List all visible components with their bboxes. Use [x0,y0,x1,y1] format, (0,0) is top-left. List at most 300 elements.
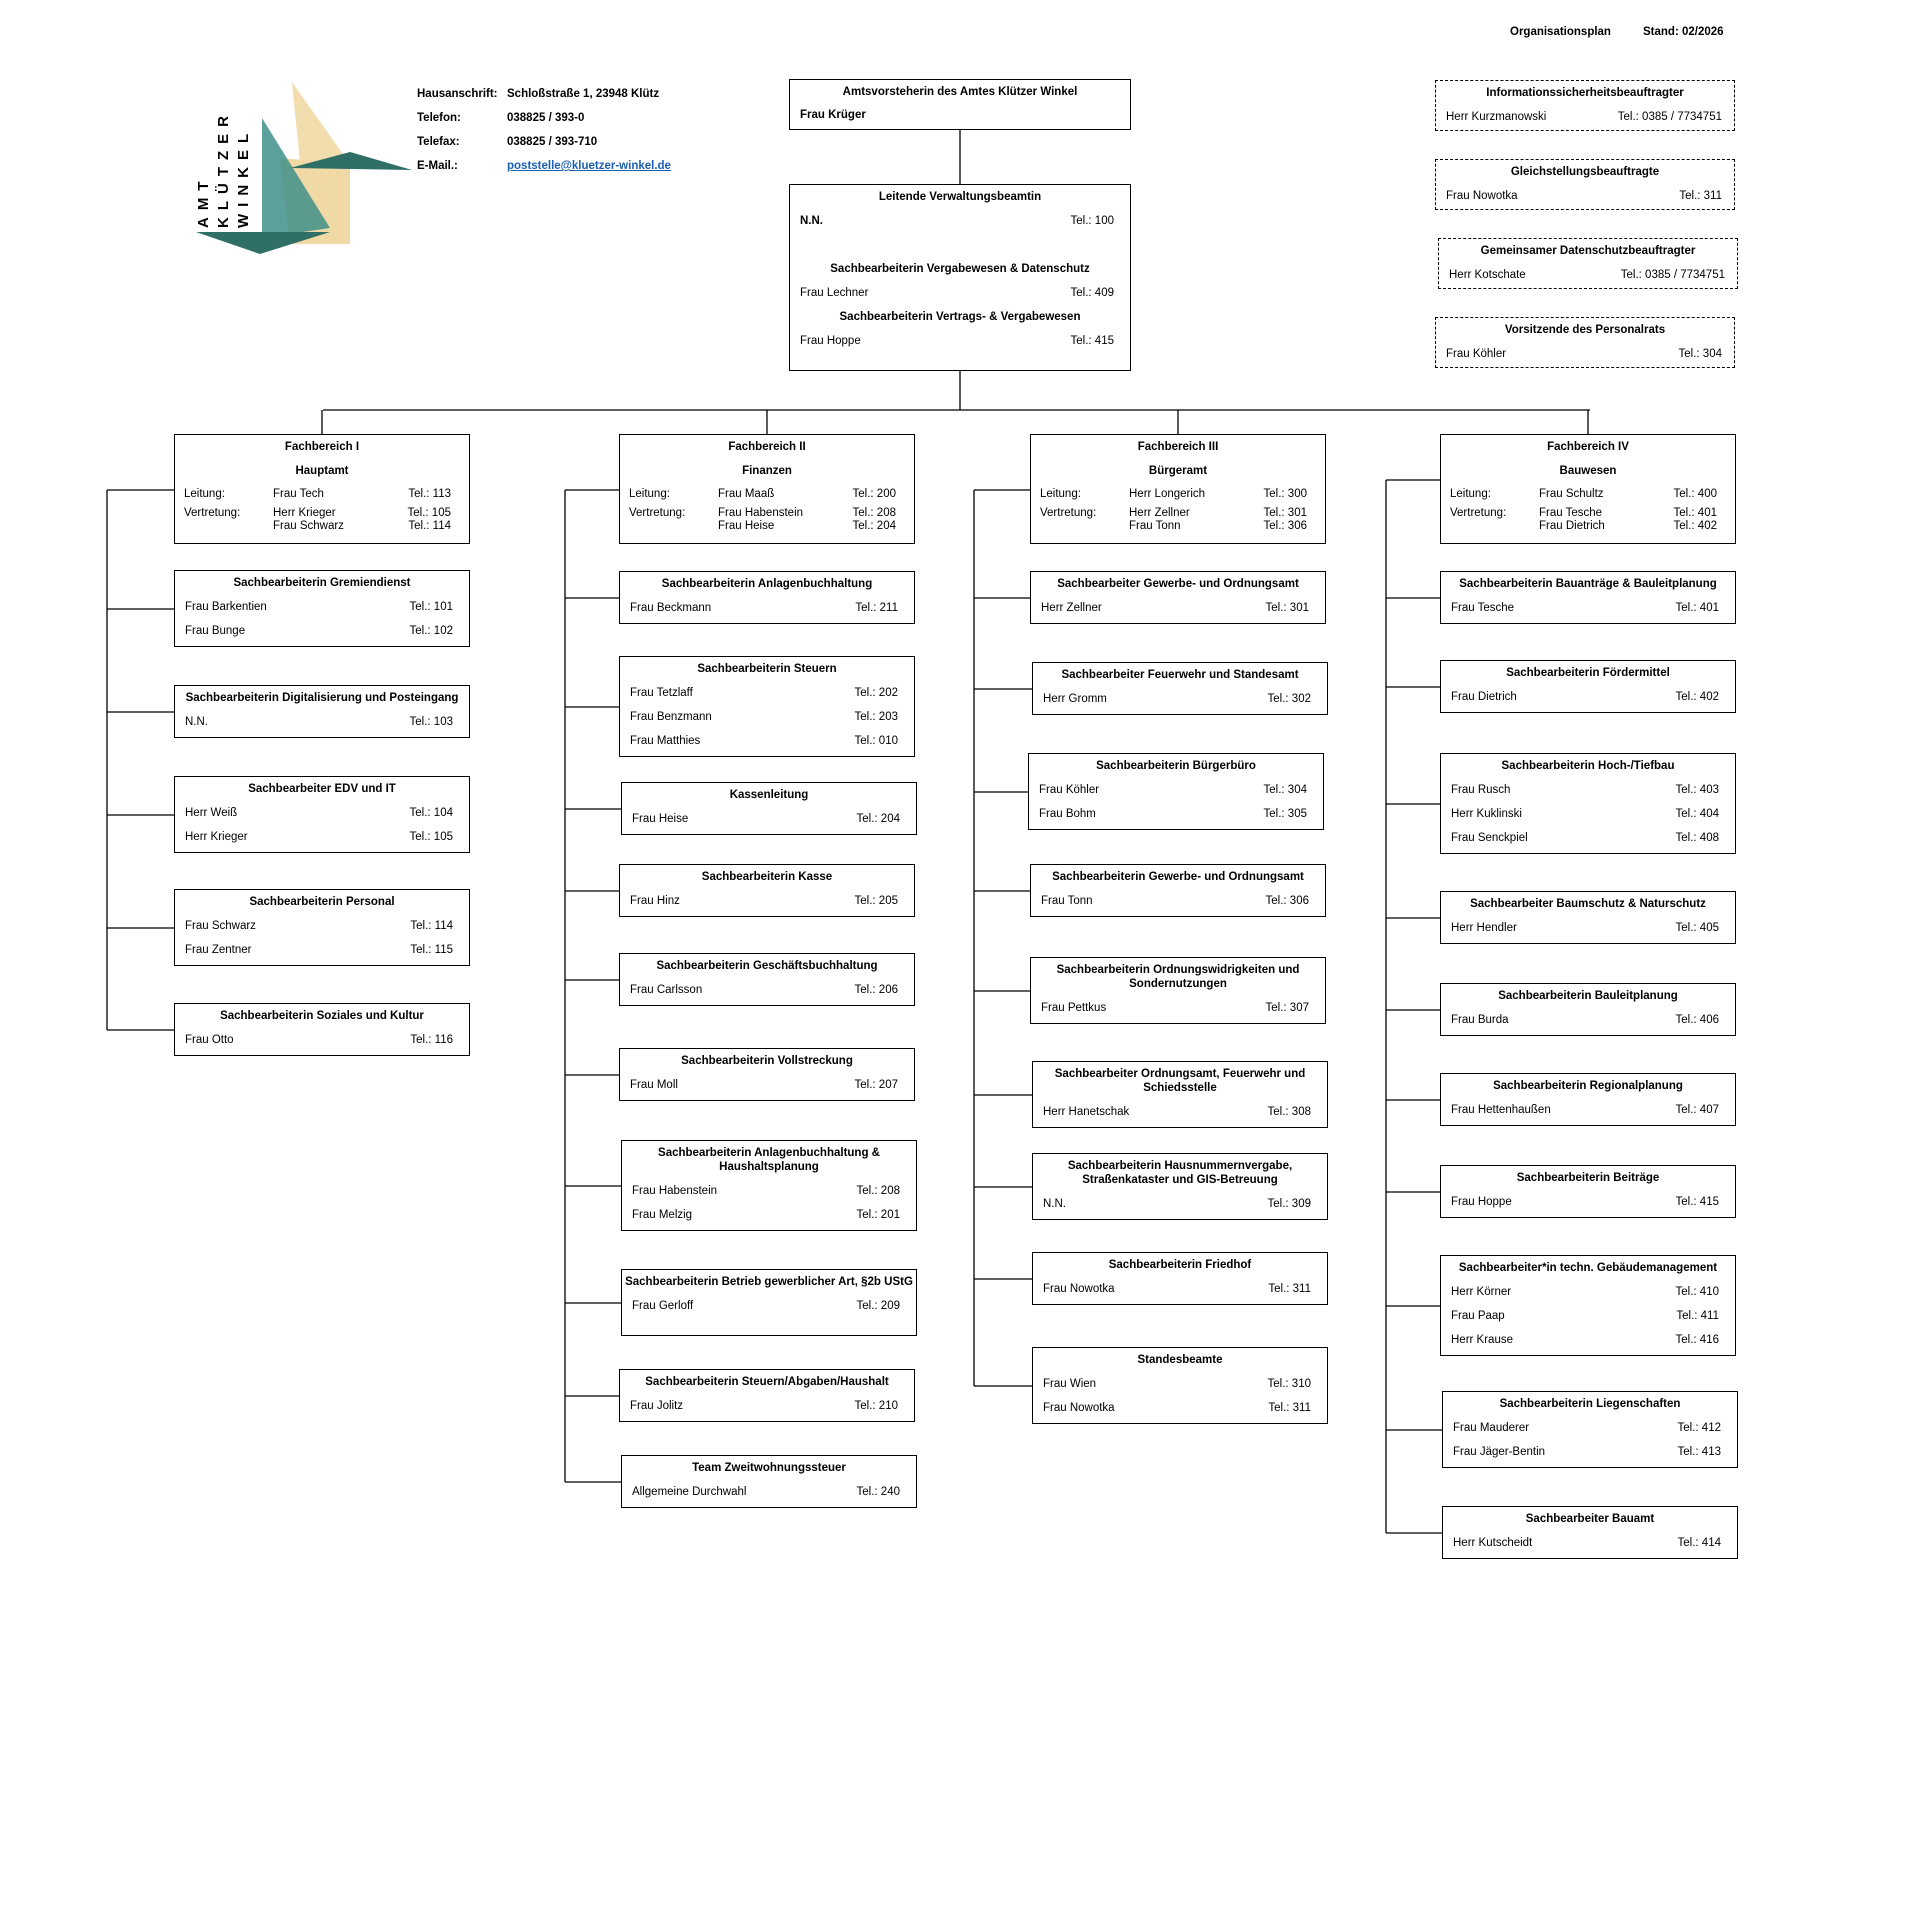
unit-box [619,656,915,757]
unit-title: Sachbearbeiterin Hoch-/Tiefbau [1501,760,1675,772]
person-row [620,894,914,908]
department-title: Fachbereich IV [1547,441,1629,453]
lead-tel: Tel.: 300 [1263,488,1307,500]
email-link-wrap [507,160,671,172]
person-name: Herr Körner [1451,1286,1512,1298]
staff-title: Informationssicherheitsbeauftragter [1486,87,1684,99]
person-row [622,1184,916,1198]
unit-box [1440,1165,1736,1218]
deputy-label: Vertretung: [184,507,241,519]
admin-box [789,184,1131,371]
address-label: E-Mail.: [417,160,458,172]
person-tel: Tel.: 402 [1675,691,1719,703]
unit-title: Sachbearbeiterin Anlagenbuchhaltung & Haushaltsplanung [658,1147,880,1173]
deputy1-tel: Tel.: 105 [407,507,451,519]
person-name: N.N. [1043,1198,1066,1210]
unit-box [174,776,470,853]
person-tel: Tel.: 416 [1675,1334,1719,1346]
admin-row [790,214,1130,228]
person-name: Frau Carlsson [630,984,703,996]
person-name: Frau Tesche [1451,602,1515,614]
address-label: Telefon: [417,112,461,124]
person-tel: Tel.: 406 [1675,1014,1719,1026]
unit-box [1030,957,1326,1024]
staff-name: Frau Nowotka [1446,190,1518,202]
admin-name: N.N. [800,215,823,227]
person-row [175,715,469,729]
admin-tel: Tel.: 100 [1070,215,1114,227]
person-tel: Tel.: 401 [1675,602,1719,614]
unit-title: Sachbearbeiterin Bürgerbüro [1096,760,1256,772]
department-title: Fachbereich II [728,441,806,453]
person-name: Frau Köhler [1039,784,1100,796]
person-tel: Tel.: 240 [856,1486,900,1498]
person-name: Frau Schwarz [185,920,256,932]
person-tel: Tel.: 301 [1265,602,1309,614]
admin-sub1-title: Sachbearbeiterin Vergabewesen & Datenschutz [830,263,1090,275]
department-box [1440,434,1736,544]
deputy1-tel: Tel.: 401 [1673,507,1717,519]
unit-title: Sachbearbeiterin Bauanträge & Bauleitplanung [1459,578,1717,590]
person-row [620,710,914,724]
staff-name: Frau Köhler [1446,348,1507,360]
lead-row [175,488,469,501]
staff-title: Gleichstellungsbeauftragte [1510,166,1660,178]
logo-text-amt: AMT [195,174,212,228]
unit-title: Kassenleitung [729,789,809,801]
person-name: Herr Krieger [185,831,248,843]
person-tel: Tel.: 408 [1675,832,1719,844]
person-tel: Tel.: 211 [855,602,898,614]
unit-box [619,864,915,917]
staff-box [1435,159,1735,210]
person-tel: Tel.: 311 [1268,1283,1311,1295]
email-link[interactable]: poststelle@kluetzer-winkel.de [507,160,671,172]
unit-title: Team Zweitwohnungssteuer [692,1462,846,1474]
unit-box [619,1369,915,1422]
person-row [1443,1536,1737,1550]
person-row [1033,692,1327,706]
person-name: Frau Nowotka [1043,1402,1115,1414]
unit-box [1032,1252,1328,1305]
unit-title: Sachbearbeiter EDV und IT [248,783,396,795]
deputy1-tel: Tel.: 301 [1263,507,1307,519]
person-name: Frau Matthies [630,735,701,747]
logo-text-kluetzer: KLÜTZER [215,109,232,228]
unit-title: Sachbearbeiterin Gremiendienst [233,577,411,589]
unit-title: Sachbearbeiterin Steuern [697,663,837,675]
person-name: Frau Nowotka [1043,1283,1115,1295]
person-row [1441,1195,1735,1209]
staff-row [1439,268,1737,282]
person-row [1033,1377,1327,1391]
staff-name: Herr Kurzmanowski [1446,111,1547,123]
department-title: Fachbereich I [284,441,360,453]
department-subtitle: Finanzen [742,465,792,477]
unit-box [621,1140,917,1231]
person-tel: Tel.: 302 [1267,693,1311,705]
person-name: Herr Krause [1451,1334,1513,1346]
deputy2-tel: Tel.: 114 [408,520,451,532]
person-tel: Tel.: 210 [854,1400,898,1412]
person-tel: Tel.: 205 [854,895,898,907]
person-tel: Tel.: 304 [1263,784,1307,796]
staff-title: Vorsitzende des Personalrats [1504,324,1666,336]
unit-title: Standesbeamte [1137,1354,1223,1366]
unit-box [1440,660,1736,713]
unit-title: Sachbearbeiterin Anlagenbuchhaltung [661,578,873,590]
person-row [1029,807,1323,821]
person-tel: Tel.: 407 [1675,1104,1719,1116]
unit-box [1030,864,1326,917]
person-row [1443,1445,1737,1459]
unit-box [174,1003,470,1056]
person-name: Frau Senckpiel [1451,832,1528,844]
unit-title: Sachbearbeiterin Vollstreckung [681,1055,853,1067]
head-box [789,79,1131,130]
unit-title: Sachbearbeiterin Betrieb gewerblicher Art, §2b UStG [625,1276,913,1288]
unit-title: Sachbearbeiterin Gewerbe- und Ordnungsamt [1052,871,1304,883]
unit-title: Sachbearbeiterin Personal [249,896,395,908]
person-row [620,734,914,748]
staff-box [1435,80,1735,131]
person-row [622,812,916,826]
person-tel: Tel.: 305 [1263,808,1307,820]
person-row [1031,894,1325,908]
person-row [175,806,469,820]
person-row [620,1078,914,1092]
deputy2-tel: Tel.: 306 [1263,520,1307,532]
department-title: Fachbereich III [1137,441,1219,453]
staff-title: Gemeinsamer Datenschutzbeauftragter [1480,245,1696,257]
person-name: Frau Hettenhaußen [1451,1104,1551,1116]
person-name: Frau Benzmann [630,711,712,723]
staff-name: Herr Kotschate [1449,269,1526,281]
person-tel: Tel.: 114 [410,920,453,932]
unit-title: Sachbearbeiterin Friedhof [1108,1259,1252,1271]
person-tel: Tel.: 202 [854,687,898,699]
unit-box [174,570,470,647]
person-name: Frau Beckmann [630,602,712,614]
lead-row [620,488,914,501]
person-row [1029,783,1323,797]
unit-box [1440,753,1736,854]
person-row [175,600,469,614]
unit-title: Sachbearbeiter Gewerbe- und Ordnungsamt [1057,578,1299,590]
person-name: Herr Gromm [1043,693,1107,705]
deputy-row [175,507,469,533]
head-name: Frau Krüger [800,109,866,121]
admin-sub1-tel: Tel.: 409 [1070,287,1114,299]
person-row [1031,1001,1325,1015]
person-row [1441,1103,1735,1117]
person-name: Frau Hinz [630,895,680,907]
plan-label: Organisationsplan [1510,26,1611,38]
person-name: Herr Kutscheidt [1453,1537,1533,1549]
person-row [1033,1197,1327,1211]
person-row [1441,831,1735,845]
lead-label: Leitung: [1040,488,1081,500]
person-row [620,601,914,615]
person-name: Frau Mauderer [1453,1422,1530,1434]
person-tel: Tel.: 209 [856,1300,900,1312]
admin-sub2-row [790,334,1130,348]
unit-title: Sachbearbeiterin Geschäftsbuchhaltung [656,960,878,972]
person-tel: Tel.: 102 [409,625,453,637]
person-row [1441,1285,1735,1299]
lead-name: Frau Tech [273,488,324,500]
department-subtitle: Hauptamt [295,465,349,477]
person-tel: Tel.: 103 [409,716,453,728]
unit-box [1440,1073,1736,1126]
person-row [1441,783,1735,797]
person-tel: Tel.: 203 [854,711,898,723]
person-tel: Tel.: 414 [1677,1537,1721,1549]
department-box [619,434,915,544]
deputy-row [1031,507,1325,533]
address-value: 038825 / 393-0 [507,112,585,124]
deputy-row [1441,507,1735,533]
person-tel: Tel.: 104 [409,807,453,819]
person-name: Herr Kuklinski [1451,808,1522,820]
admin-sub1-name: Frau Lechner [800,287,869,299]
unit-box [1032,1347,1328,1424]
unit-box [1032,1153,1328,1220]
person-name: Frau Paap [1451,1310,1505,1322]
person-tel: Tel.: 309 [1267,1198,1311,1210]
person-row [1441,601,1735,615]
deputy-label: Vertretung: [1040,507,1097,519]
head-title: Amtsvorsteherin des Amtes Klützer Winkel [842,86,1078,98]
department-box [174,434,470,544]
person-name: Frau Jolitz [630,1400,684,1412]
person-name: Frau Tonn [1041,895,1093,907]
unit-box [174,685,470,738]
person-name: Frau Zentner [185,944,252,956]
admin-sub1-row [790,286,1130,300]
person-tel: Tel.: 115 [410,944,453,956]
person-tel: Tel.: 208 [856,1185,900,1197]
unit-title: Sachbearbeiterin Soziales und Kultur [220,1010,424,1022]
person-row [622,1208,916,1222]
department-box [1030,434,1326,544]
person-name: N.N. [185,716,208,728]
person-name: Allgemeine Durchwahl [632,1486,747,1498]
staff-box [1435,317,1735,368]
person-row [1031,601,1325,615]
unit-title: Sachbearbeiter Ordnungsamt, Feuerwehr und Schiedsstelle [1054,1068,1306,1094]
person-row [620,1399,914,1413]
lead-tel: Tel.: 400 [1673,488,1717,500]
unit-title: Sachbearbeiterin Ordnungswidrigkeiten und Sondernutzungen [1056,964,1300,990]
deputy-label: Vertretung: [629,507,686,519]
unit-title: Sachbearbeiter Feuerwehr und Standesamt [1061,669,1299,681]
deputy2-name: Frau Dietrich [1539,520,1605,532]
lead-name: Herr Longerich [1129,488,1206,500]
unit-box [621,1455,917,1508]
person-tel: Tel.: 105 [409,831,453,843]
person-row [1033,1105,1327,1119]
admin-sub2-name: Frau Hoppe [800,335,861,347]
person-row [622,1485,916,1499]
address-value: 038825 / 393-710 [507,136,598,148]
admin-sub2-title: Sachbearbeiterin Vertrags- & Vergabewesen [839,311,1081,323]
person-name: Frau Barkentien [185,601,267,613]
person-tel: Tel.: 207 [854,1079,898,1091]
address-label: Telefax: [417,136,460,148]
unit-title: Sachbearbeiterin Steuern/Abgaben/Haushalt [645,1376,889,1388]
address-label: Hausanschrift: [417,88,498,100]
person-tel: Tel.: 410 [1675,1286,1719,1298]
unit-box [1440,891,1736,944]
person-name: Frau Rusch [1451,784,1511,796]
person-row [1033,1282,1327,1296]
unit-box [1028,753,1324,830]
person-name: Frau Melzig [632,1209,693,1221]
lead-label: Leitung: [1450,488,1491,500]
person-tel: Tel.: 412 [1677,1422,1721,1434]
deputy-label: Vertretung: [1450,507,1507,519]
person-name: Herr Zellner [1041,602,1102,614]
person-tel: Tel.: 411 [1676,1310,1719,1322]
lead-row [1441,488,1735,501]
deputy1-name: Herr Krieger [273,507,336,519]
person-tel: Tel.: 405 [1675,922,1719,934]
lead-tel: Tel.: 113 [408,488,451,500]
unit-title: Sachbearbeiterin Regionalplanung [1493,1080,1683,1092]
person-name: Herr Hanetschak [1043,1106,1130,1118]
deputy2-name: Frau Heise [718,520,775,532]
person-name: Frau Otto [185,1034,234,1046]
unit-box [1442,1506,1738,1559]
person-tel: Tel.: 310 [1267,1378,1311,1390]
person-tel: Tel.: 308 [1267,1106,1311,1118]
unit-box [619,953,915,1006]
deputy2-name: Frau Tonn [1129,520,1181,532]
deputy1-name: Frau Habenstein [718,507,804,519]
lead-label: Leitung: [184,488,225,500]
staff-tel: Tel.: 311 [1679,190,1722,202]
person-tel: Tel.: 201 [856,1209,900,1221]
unit-box [1440,983,1736,1036]
person-name: Herr Hendler [1451,922,1517,934]
person-row [1441,807,1735,821]
person-name: Frau Jäger-Bentin [1453,1446,1546,1458]
deputy2-name: Frau Schwarz [273,520,344,532]
staff-row [1436,189,1734,203]
person-row [1441,1013,1735,1027]
deputy1-tel: Tel.: 208 [852,507,896,519]
lead-name: Frau Schultz [1539,488,1604,500]
person-name: Frau Habenstein [632,1185,718,1197]
unit-title: Sachbearbeiter Baumschutz & Naturschutz [1470,898,1706,910]
person-row [1441,1309,1735,1323]
staff-tel: Tel.: 304 [1678,348,1722,360]
person-row [1441,1333,1735,1347]
deputy2-tel: Tel.: 204 [852,520,896,532]
person-name: Frau Bunge [185,625,246,637]
department-subtitle: Bauwesen [1559,465,1617,477]
unit-box [1032,662,1328,715]
unit-title: Sachbearbeiterin Hausnummernvergabe, Straßenkataster und GIS-Betreuung [1067,1160,1293,1186]
person-name: Frau Heise [632,813,689,825]
deputy1-name: Frau Tesche [1539,507,1603,519]
person-name: Frau Hoppe [1451,1196,1512,1208]
person-row [1441,921,1735,935]
unit-box [621,782,917,835]
staff-tel: Tel.: 0385 / 7734751 [1617,111,1722,123]
unit-title: Sachbearbeiterin Beiträge [1516,1172,1660,1184]
unit-box [1030,571,1326,624]
person-name: Frau Tetzlaff [630,687,693,699]
person-row [1443,1421,1737,1435]
person-tel: Tel.: 101 [409,601,453,613]
staff-row [1436,347,1734,361]
person-row [175,919,469,933]
person-row [620,686,914,700]
deputy2-tel: Tel.: 402 [1673,520,1717,532]
person-name: Frau Dietrich [1451,691,1517,703]
person-row [175,943,469,957]
person-tel: Tel.: 404 [1675,808,1719,820]
logo-text-winkel: WINKEL [235,126,252,228]
unit-title: Sachbearbeiterin Digitalisierung und Posteingang [185,692,459,704]
lead-name: Frau Maaß [718,488,775,500]
unit-title: Sachbearbeiter Bauamt [1525,1513,1655,1525]
unit-box [1032,1061,1328,1128]
staff-box [1438,238,1738,289]
unit-title: Sachbearbeiter*in techn. Gebäudemanagement [1458,1262,1718,1274]
person-row [175,830,469,844]
person-tel: Tel.: 010 [854,735,898,747]
amt-logo [190,78,420,258]
unit-box [619,571,915,624]
person-name: Herr Weiß [185,807,238,819]
person-row [175,1033,469,1047]
lead-row [1031,488,1325,501]
staff-row [1436,110,1734,124]
person-row [175,624,469,638]
deputy1-name: Herr Zellner [1129,507,1190,519]
unit-box [621,1269,917,1336]
person-tel: Tel.: 306 [1265,895,1309,907]
person-tel: Tel.: 311 [1268,1402,1311,1414]
unit-box [1442,1391,1738,1468]
person-name: Frau Gerloff [632,1300,694,1312]
person-row [622,1299,916,1313]
person-name: Frau Moll [630,1079,678,1091]
unit-title: Sachbearbeiterin Bauleitplanung [1498,990,1678,1002]
person-tel: Tel.: 413 [1677,1446,1721,1458]
unit-box [1440,1255,1736,1356]
unit-box [1440,571,1736,624]
person-tel: Tel.: 116 [410,1034,453,1046]
person-tel: Tel.: 204 [856,813,900,825]
address-value: Schloßstraße 1, 23948 Klütz [507,88,660,100]
unit-box [619,1048,915,1101]
person-row [620,983,914,997]
staff-tel: Tel.: 0385 / 7734751 [1620,269,1725,281]
unit-title: Sachbearbeiterin Fördermittel [1506,667,1670,679]
person-name: Frau Bohm [1039,808,1096,820]
lead-tel: Tel.: 200 [852,488,896,500]
department-subtitle: Bürgeramt [1148,465,1208,477]
unit-box [174,889,470,966]
person-tel: Tel.: 206 [854,984,898,996]
person-tel: Tel.: 403 [1675,784,1719,796]
admin-title: Leitende Verwaltungsbeamtin [878,191,1042,203]
unit-title: Sachbearbeiterin Kasse [701,871,833,883]
